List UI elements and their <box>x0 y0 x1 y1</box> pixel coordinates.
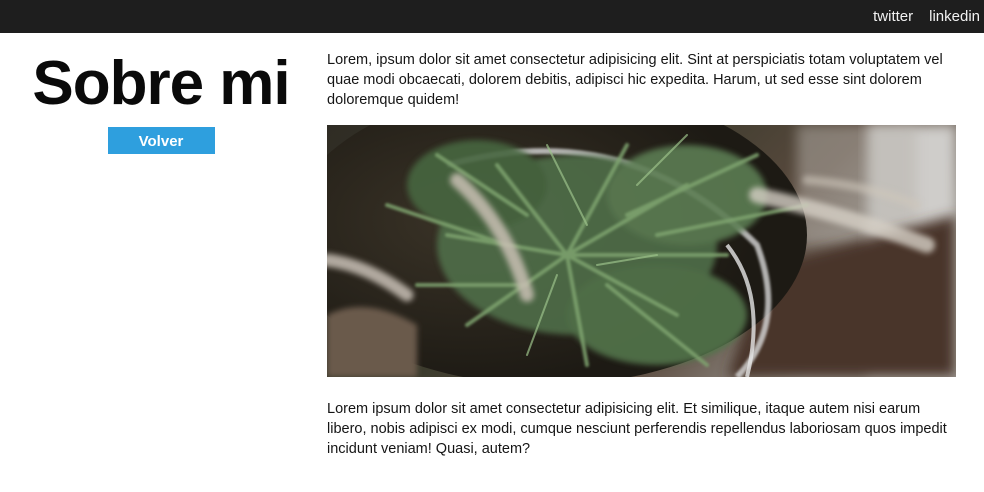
sidebar <box>0 33 322 154</box>
main-content <box>327 50 956 459</box>
plant-photo <box>327 125 956 377</box>
top-navbar <box>0 0 984 33</box>
intro-paragraph: Lorem, ipsum dolor sit amet consectetur adipisicing elit. Sint at perspiciatis totam voluptatem vel quae modi obcaecati, dolorem debitis, adipisci hic expedita. Harum, ut sed esse sint dolorem doloremque quidem! <box>327 52 943 108</box>
body-paragraph: Lorem ipsum dolor sit amet consectetur adipisicing elit. Et similique, itaque autem nisi earum libero, nobis adipisci ex modi, cumque nesciunt perferendis repellendus laboriosam quos impedit incidunt veniam! Quasi, autem? <box>327 401 947 457</box>
twitter-link[interactable]: twitter <box>873 8 914 25</box>
linkedin-link[interactable]: linkedin <box>929 8 980 25</box>
back-button[interactable]: Volver <box>108 127 215 154</box>
page-title: Sobre mi <box>32 49 290 118</box>
social-nav <box>857 0 980 33</box>
